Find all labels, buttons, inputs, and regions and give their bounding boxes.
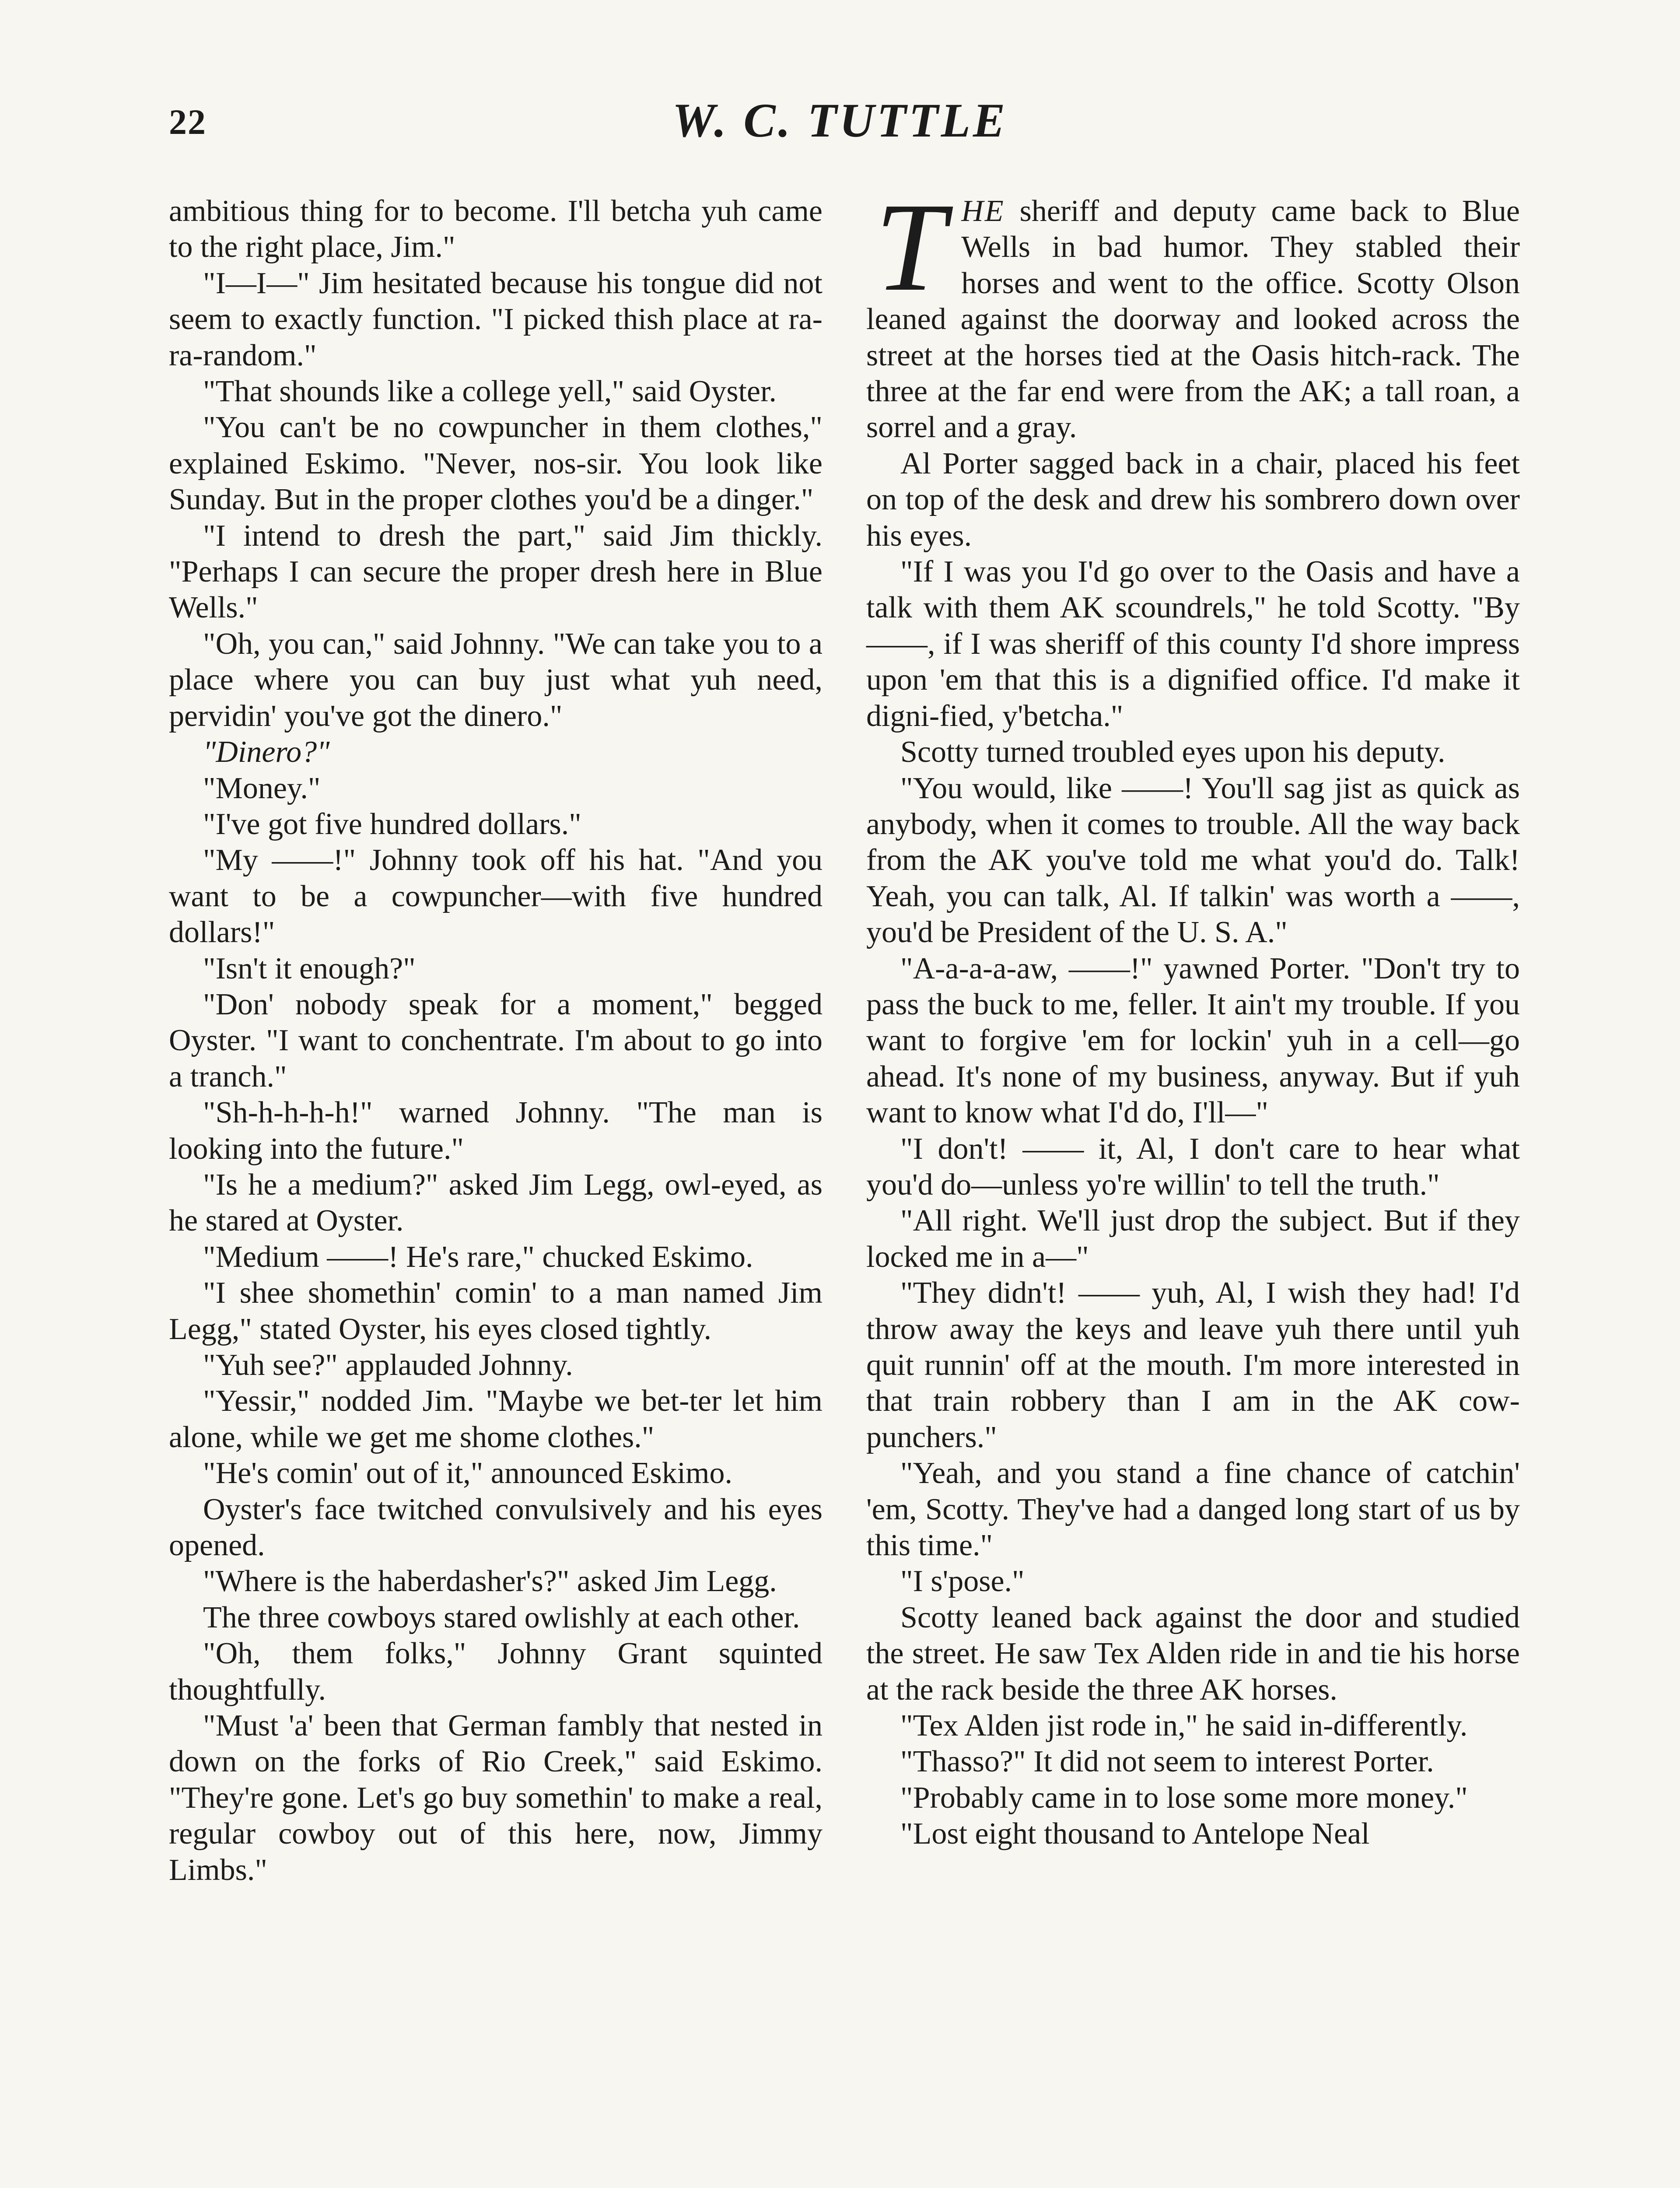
right-paragraph: Scotty turned troubled eyes upon his deputy. bbox=[900, 735, 1446, 769]
right-paragraph: "A-a-a-a-aw, ——!" yawned Porter. "Don't try to pass the buck to me, feller. It ain't my trouble. If you want to forgive 'em for lockin' yuh in a cell—go ahead. It's none of my business, anyway. But if yuh want to know what I'd do, I'll—" bbox=[866, 951, 1520, 1130]
left-paragraph: "I shee shomethin' comin' to a man named Jim Legg," stated Oyster, his eyes closed tightly. bbox=[169, 1276, 822, 1346]
right-paragraph: "Thasso?" It did not seem to interest Porter. bbox=[900, 1745, 1434, 1779]
right-text-column bbox=[866, 177, 1520, 1852]
running-title: W. C. TUTTLE bbox=[672, 94, 1008, 147]
left-paragraph: Oyster's face twitched convulsively and his eyes opened. bbox=[169, 1492, 822, 1563]
left-paragraph: The three cowboys stared owlishly at each other. bbox=[203, 1600, 800, 1634]
right-paragraph: "Tex Alden jist rode in," he said in-differently. bbox=[900, 1709, 1468, 1743]
lead-in-caps: HE bbox=[961, 194, 1005, 228]
lead-in-text: sheriff and deputy came back to Blue Wells in bad humor. They stabled their horses and went to the office. Scotty Olson leaned against the doorway and looked across the street at the horses tied at the Oasis hitch-rack. The three at the far end were from the AK; a tall roan, a sorrel and a gray. bbox=[866, 194, 1520, 445]
right-paragraph: "They didn't! —— yuh, Al, I wish they had! I'd throw away the keys and leave yuh there until yuh quit runnin' off at the mouth. I'm more interested in that train robbery than I am in the AK cow-punchers." bbox=[866, 1276, 1520, 1454]
right-paragraph: Al Porter sagged back in a chair, placed his feet on top of the desk and drew his sombrero down over his eyes. bbox=[866, 446, 1520, 553]
left-paragraph: "Oh, you can," said Johnny. "We can take you to a place where you can buy just what yuh need, pervidin' you've got the dinero." bbox=[169, 627, 822, 733]
page-number: 22 bbox=[169, 102, 206, 142]
left-paragraph: "You can't be no cowpuncher in them clothes," explained Eskimo. "Never, nos-sir. You look like Sunday. But in the proper clothes you'd be a dinger." bbox=[169, 410, 822, 517]
right-paragraph: "Lost eight thousand to Antelope Neal bbox=[900, 1817, 1370, 1851]
left-paragraph: "Don' nobody speak for a moment," begged Oyster. "I want to conchentrate. I'm about to go into a tranch." bbox=[169, 987, 822, 1094]
left-paragraph: "I—I—" Jim hesitated because his tongue did not seem to exactly function. "I picked thish place at ra-ra-random." bbox=[169, 266, 822, 372]
left-paragraph: "Yuh see?" applauded Johnny. bbox=[203, 1348, 573, 1382]
left-paragraph: ambitious thing for to become. I'll betcha yuh came to the right place, Jim." bbox=[169, 194, 822, 264]
right-paragraph: "I don't! —— it, Al, I don't care to hear what you'd do—unless yo're willin' to tell the truth." bbox=[866, 1132, 1520, 1202]
left-paragraph: "I've got five hundred dollars." bbox=[203, 807, 581, 841]
left-paragraph: "Isn't it enough?" bbox=[203, 951, 416, 985]
left-paragraph: "Oh, them folks," Johnny Grant squinted thoughtfully. bbox=[169, 1637, 822, 1707]
right-paragraph: "Yeah, and you stand a fine chance of catchin' 'em, Scotty. They've had a danged long start of us by this time." bbox=[866, 1456, 1520, 1563]
left-paragraph: "Where is the haberdasher's?" asked Jim Legg. bbox=[203, 1564, 777, 1599]
left-paragraph: "Yessir," nodded Jim. "Maybe we bet-ter let him alone, while we get me shome clothes." bbox=[169, 1384, 822, 1454]
left-paragraph: "Money." bbox=[203, 771, 321, 805]
right-paragraph: "I s'pose." bbox=[900, 1564, 1025, 1599]
left-paragraph: "I intend to dresh the part," said Jim thickly. "Perhaps I can secure the proper dresh here in Blue Wells." bbox=[169, 519, 822, 625]
right-paragraph: "Probably came in to lose some more money." bbox=[900, 1781, 1468, 1815]
right-paragraph: "You would, like ——! You'll sag jist as quick as anybody, when it comes to trouble. All the way back from the AK you've told me what you'd do. Talk! Yeah, you can talk, Al. If talkin' was worth a ——, you'd be President of the U. S. A." bbox=[866, 771, 1520, 950]
drop-cap: T bbox=[875, 177, 946, 317]
left-paragraph: "My ——!" Johnny took off his hat. "And you want to be a cowpuncher—with five hundred dollars!" bbox=[169, 843, 822, 950]
left-paragraph: "That shounds like a college yell," said Oyster. bbox=[203, 375, 777, 409]
left-paragraph: "Is he a medium?" asked Jim Legg, owl-eyed, as he stared at Oyster. bbox=[169, 1168, 822, 1238]
right-column-paragraphs bbox=[866, 446, 1520, 1852]
opening-paragraph bbox=[866, 177, 1520, 446]
left-paragraph: "Dinero?" bbox=[203, 735, 330, 769]
right-paragraph: Scotty leaned back against the door and studied the street. He saw Tex Alden ride in and tie his horse at the rack beside the three AK horses. bbox=[866, 1600, 1520, 1707]
left-paragraph: "Medium ——! He's rare," chucked Eskimo. bbox=[203, 1240, 753, 1274]
left-text-column bbox=[169, 193, 822, 1888]
right-paragraph: "All right. We'll just drop the subject. But if they locked me in a—" bbox=[866, 1204, 1520, 1274]
left-paragraph: "Sh-h-h-h-h!" warned Johnny. "The man is looking into the future." bbox=[169, 1096, 822, 1166]
right-paragraph: "If I was you I'd go over to the Oasis and have a talk with them AK scoundrels," he told Scotty. "By ——, if I was sheriff of this county I'd shore impress upon 'em that this is a dignified office. I'd make it digni-fied, y'betcha." bbox=[866, 555, 1520, 733]
left-paragraph: "Must 'a' been that German fambly that nested in down on the forks of Rio Creek," said Eskimo. "They're gone. Let's go buy somethin' to make a real, regular cowboy out of this here, now, Jimmy Limbs." bbox=[169, 1709, 822, 1887]
left-paragraph: "He's comin' out of it," announced Eskimo. bbox=[203, 1456, 732, 1490]
